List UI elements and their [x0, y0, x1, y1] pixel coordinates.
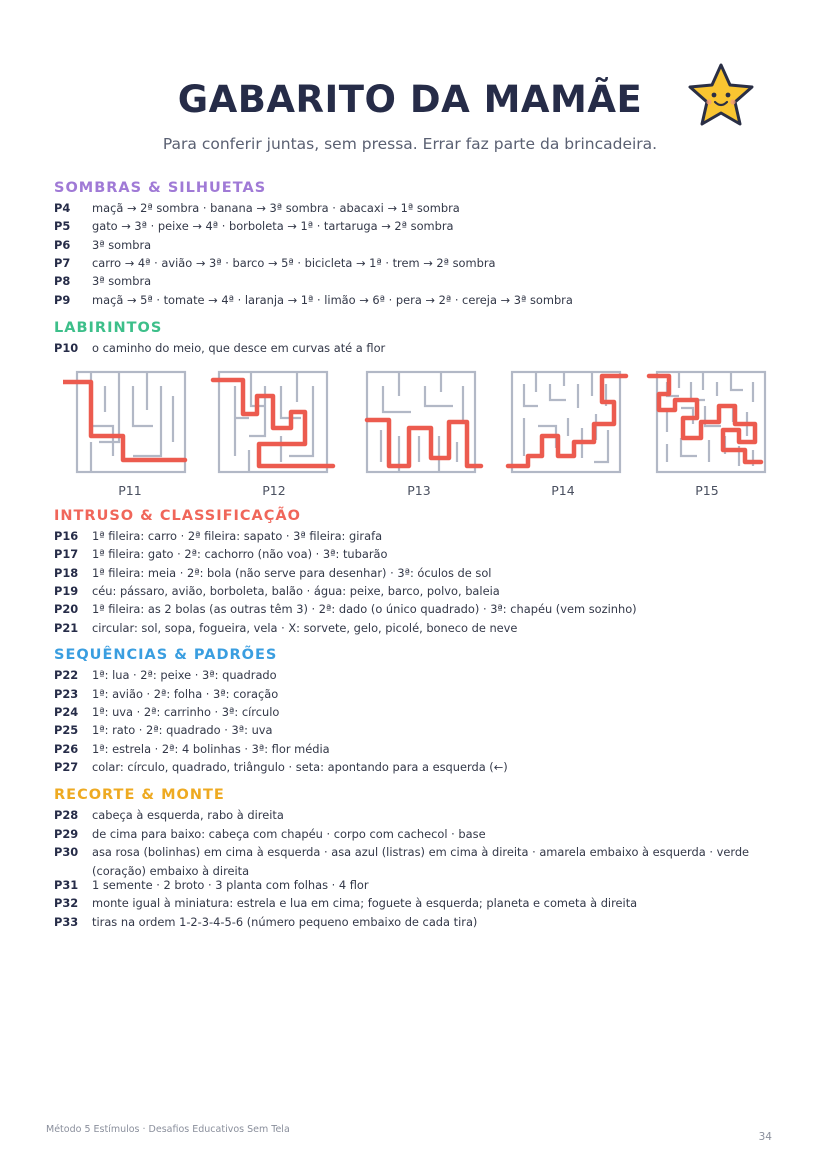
answer-code: P16 — [54, 529, 79, 543]
answer-text: 1ª: estrela · 2ª: 4 bolinhas · 3ª: flor média — [92, 742, 330, 756]
answer-text: 1ª fileira: gato · 2ª: cachorro (não voa) · 3ª: tubarão — [92, 547, 388, 561]
answer-text: 3ª sombra — [92, 238, 152, 252]
answer-code: P30 — [54, 845, 79, 859]
answer-row-p19 — [54, 582, 780, 601]
maze-label-p11: P11 — [118, 483, 142, 498]
section-title-intruso: INTRUSO & CLASSIFICAÇÃO — [54, 508, 301, 524]
maze-p12 — [205, 366, 339, 478]
answer-code: P18 — [54, 566, 79, 580]
answer-code: P29 — [54, 827, 79, 841]
answer-text: 1 semente · 2 broto · 3 planta com folhas · 4 flor — [92, 878, 369, 892]
answer-row-p30 — [54, 843, 780, 880]
answer-code: P8 — [54, 274, 71, 288]
maze-label-p15: P15 — [695, 483, 719, 498]
answer-text: asa rosa (bolinhas) em cima à esquerda · asa azul (listras) em cima à direita · amarela embaixo à esquerda · verde (coração) embaixo à direita — [92, 845, 750, 878]
answer-row-p20 — [54, 600, 780, 619]
answer-row-p17 — [54, 545, 780, 564]
answer-code: P27 — [54, 760, 79, 774]
answer-row-p26 — [54, 740, 780, 759]
answer-text: carro → 4ª · avião → 3ª · barco → 5ª · bicicleta → 1ª · trem → 2ª sombra — [92, 256, 496, 270]
section-title-labirintos: LABIRINTOS — [54, 320, 163, 336]
answer-text: maçã → 5ª · tomate → 4ª · laranja → 1ª · limão → 6ª · pera → 2ª · cereja → 3ª sombra — [92, 293, 573, 307]
answer-row-p28 — [54, 806, 780, 825]
answer-row-p29 — [54, 825, 780, 844]
answer-text: 1ª: avião · 2ª: folha · 3ª: coração — [92, 687, 279, 701]
answer-row-p4 — [54, 199, 780, 218]
answer-code: P17 — [54, 547, 79, 561]
answer-code: P32 — [54, 896, 79, 910]
answer-text: 1ª: lua · 2ª: peixe · 3ª: quadrado — [92, 668, 277, 682]
page-title: GABARITO DA MAMÃE — [177, 78, 643, 121]
section-title-recorte: RECORTE & MONTE — [54, 787, 225, 803]
maze-p11 — [63, 366, 193, 478]
answer-text: 1ª fileira: carro · 2ª fileira: sapato · 3ª fileira: girafa — [92, 529, 383, 543]
section-title-sequencias: SEQUÊNCIAS & PADRÕES — [54, 647, 278, 663]
answer-row-p32 — [54, 894, 780, 913]
answer-row-p24 — [54, 703, 780, 722]
answer-text: circular: sol, sopa, fogueira, vela · X: sorvete, gelo, picolé, boneco de neve — [92, 621, 518, 635]
answer-text: 1ª fileira: as 2 bolas (as outras têm 3) · 2ª: dado (o único quadrado) · 3ª: chapéu (vem sozinho) — [92, 602, 637, 616]
answer-code: P19 — [54, 584, 79, 598]
page-number: 34 — [758, 1131, 772, 1143]
answer-text: gato → 3ª · peixe → 4ª · borboleta → 1ª · tartaruga → 2ª sombra — [92, 219, 454, 233]
answer-code: P33 — [54, 915, 79, 929]
answer-text: o caminho do meio, que desce em curvas até a flor — [92, 341, 386, 355]
star-mascot-icon — [687, 62, 755, 128]
answer-code: P6 — [54, 238, 71, 252]
page-subtitle: Para conferir juntas, sem pressa. Errar faz parte da brincadeira. — [162, 135, 658, 153]
maze-label-p14: P14 — [551, 483, 575, 498]
answer-text: colar: círculo, quadrado, triângulo · seta: apontando para a esquerda (←) — [92, 760, 508, 774]
answer-row-p25 — [54, 721, 780, 740]
answer-text: 1ª fileira: meia · 2ª: bola (não serve para desenhar) · 3ª: óculos de sol — [92, 566, 492, 580]
answer-text: tiras na ordem 1-2-3-4-5-6 (número pequeno embaixo de cada tira) — [92, 915, 478, 929]
answer-text: cabeça à esquerda, rabo à direita — [92, 808, 284, 822]
answer-text: 1ª: rato · 2ª: quadrado · 3ª: uva — [92, 723, 273, 737]
answer-row-p21 — [54, 619, 780, 638]
answer-row-p16 — [54, 527, 780, 546]
answer-row-p7 — [54, 254, 780, 273]
answer-code: P28 — [54, 808, 79, 822]
answer-text: 1ª: uva · 2ª: carrinho · 3ª: círculo — [92, 705, 280, 719]
answer-row-p6 — [54, 236, 780, 255]
answer-row-p23 — [54, 685, 780, 704]
answer-code: P9 — [54, 293, 71, 307]
answer-text: monte igual à miniatura: estrela e lua em cima; foguete à esquerda; planeta e cometa à direita — [92, 896, 638, 910]
answer-row-p8 — [54, 272, 780, 291]
answer-code: P22 — [54, 668, 79, 682]
answer-code: P31 — [54, 878, 79, 892]
answer-row-p10 — [54, 339, 780, 358]
maze-p15 — [643, 366, 777, 478]
answer-code: P10 — [54, 341, 79, 355]
answer-text: maçã → 2ª sombra · banana → 3ª sombra · abacaxi → 1ª sombra — [92, 201, 460, 215]
maze-p13 — [353, 366, 487, 478]
answer-code: P21 — [54, 621, 79, 635]
answer-code: P5 — [54, 219, 71, 233]
answer-row-p5 — [54, 217, 780, 236]
section-title-sombras: SOMBRAS & SILHUETAS — [54, 180, 267, 196]
maze-p14 — [498, 366, 632, 478]
answer-row-p22 — [54, 666, 780, 685]
maze-label-p13: P13 — [407, 483, 431, 498]
answer-code: P24 — [54, 705, 79, 719]
answer-row-p27 — [54, 758, 780, 777]
answer-row-p18 — [54, 564, 780, 583]
answer-code: P23 — [54, 687, 79, 701]
answer-row-p33 — [54, 913, 780, 932]
footer-series-name: Método 5 Estímulos · Desafios Educativos Sem Tela — [46, 1124, 290, 1135]
answer-text: de cima para baixo: cabeça com chapéu · corpo com cachecol · base — [92, 827, 486, 841]
answer-code: P25 — [54, 723, 79, 737]
answer-row-p31 — [54, 876, 780, 895]
answer-code: P26 — [54, 742, 79, 756]
answer-row-p9 — [54, 291, 780, 310]
answer-text: céu: pássaro, avião, borboleta, balão · água: peixe, barco, polvo, baleia — [92, 584, 500, 598]
answer-text: 3ª sombra — [92, 274, 152, 288]
maze-label-p12: P12 — [262, 483, 286, 498]
answer-code: P7 — [54, 256, 71, 270]
answer-code: P20 — [54, 602, 79, 616]
answer-code: P4 — [54, 201, 71, 215]
